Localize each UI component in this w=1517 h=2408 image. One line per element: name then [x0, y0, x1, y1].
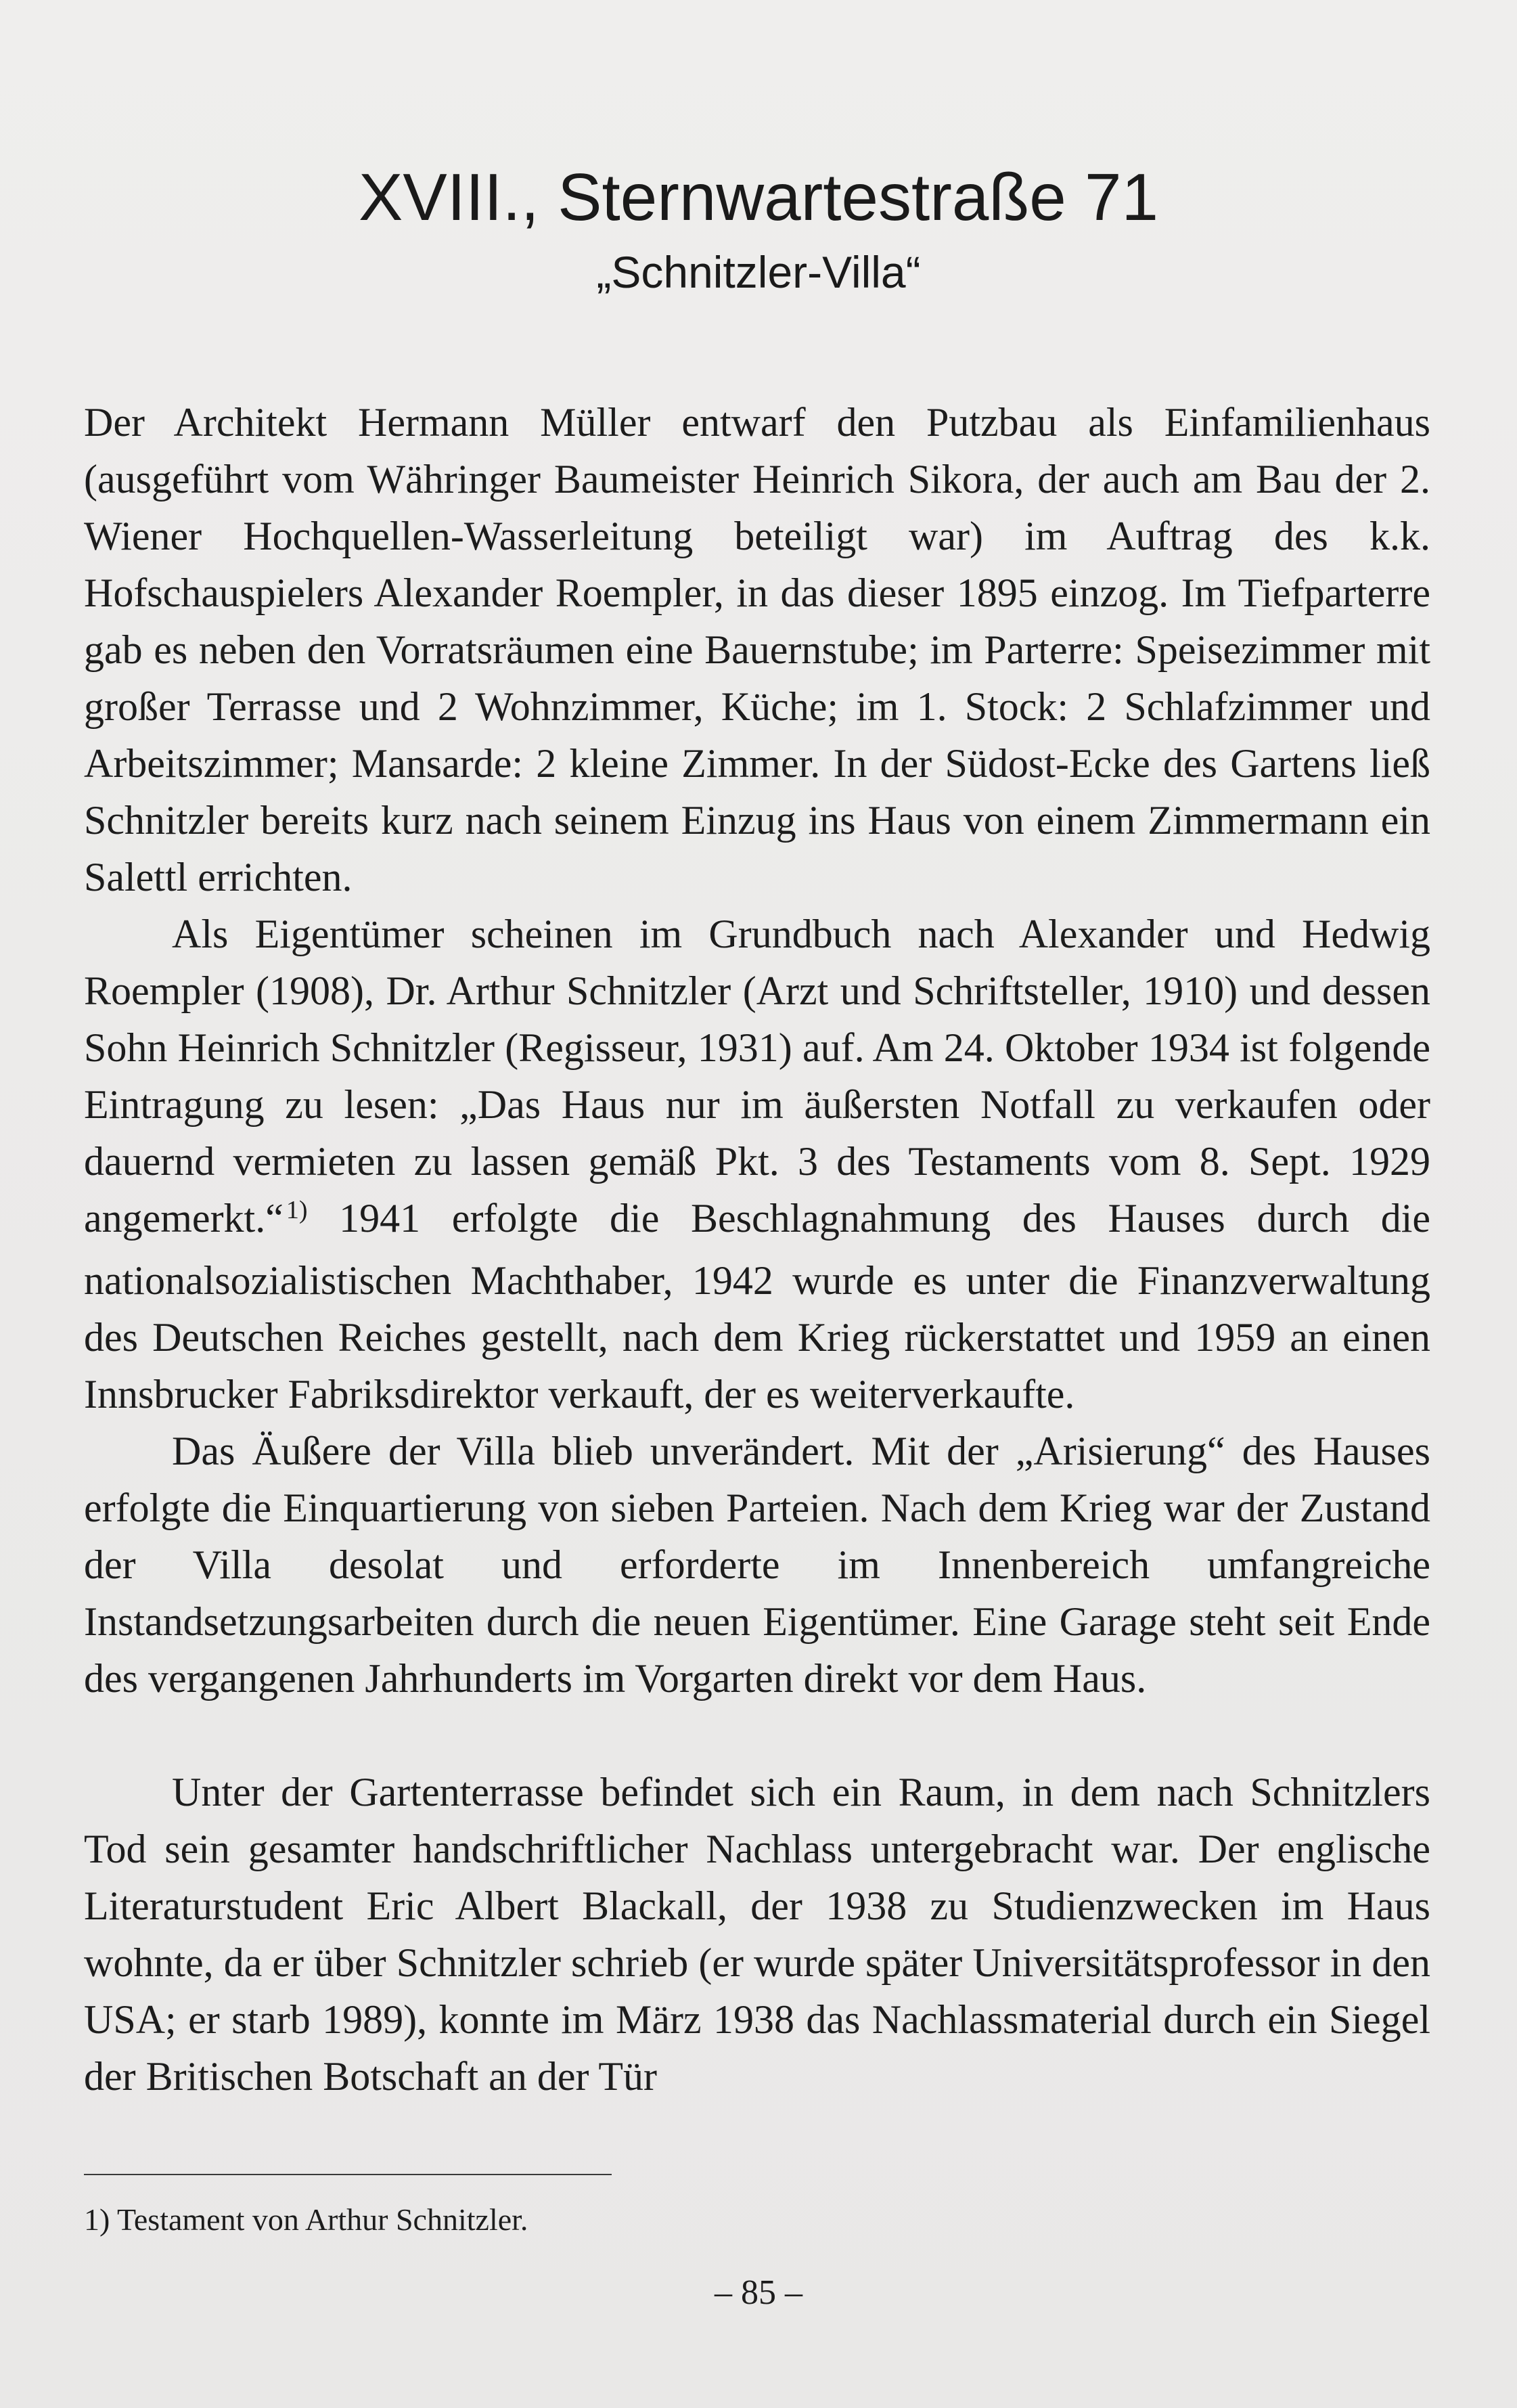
paragraph-1: Der Architekt Hermann Müller entwarf den Putzbau als Einfamilienhaus (ausgeführt vom Währinger Baumeister Heinrich Sikora, der auch am Bau der 2. Wiener Hochquellen-Wasserleitung beteiligt war) im Auftrag des k.k. Hofschauspielers Alexander Roempler, in das dieser 1895 einzog. Im Tiefparterre gab es neben den Vorratsräumen eine Bauernstube; im Parterre: Speisezimmer mit großer Terrasse und 2 Wohnzimmer, Küche; im 1. Stock: 2 Schlafzimmer und Arbeitszimmer; Mansarde: 2 kleine Zimmer. In der Südost-Ecke des Gartens ließ Schnitzler bereits kurz nach seinem Einzug ins Haus von einem Zimmermann ein Salettl errichten.	[84, 400, 1430, 899]
paragraph-2-part-1: Als Eigentümer scheinen im Grundbuch nach Alexander und Hedwig Roempler (1908), Dr. Arthur Schnitzler (Arzt und Schriftsteller, 1910) und dessen Sohn Heinrich Schnitzler (Regisseur, 1931) auf. Am 24. Oktober 1934 ist folgende Eintragung zu lesen: „Das Haus nur im äußersten Notfall zu verkaufen oder dauernd vermieten zu lassen gemäß Pkt. 3 des Testaments vom 8. Sept. 1929 angemerkt.“	[84, 912, 1430, 1241]
paragraph-2	[84, 906, 1430, 1423]
footnote-text: 1) Testament von Arthur Schnitzler.	[84, 2202, 528, 2237]
page-subtitle: „Schnitzler-Villa“	[596, 247, 921, 297]
footnote-divider	[84, 2174, 612, 2175]
page-number: – 85 –	[715, 2273, 802, 2312]
paragraph-3: Das Äußere der Villa blieb unverändert. Mit der „Arisierung“ des Hauses erfolgte die Einquartierung von sieben Parteien. Nach dem Krieg war der Zustand der Villa desolat und erforderte im Innenbereich umfangreiche Instandsetzungsarbeiten durch die neuen Eigentümer. Eine Garage steht seit Ende des vergangenen Jahrhunderts im Vorgarten direkt vor dem Haus.	[84, 1429, 1430, 1701]
paragraph-2-part-2: 1941 erfolgte die Beschlagnahmung des Hauses durch die nationalsozialistischen Machthaber, 1942 wurde es unter die Finanzverwaltung des Deutschen Reiches gestellt, nach dem Krieg rückerstattet und 1959 an einen Innsbrucker Fabriksdirektor verkauft, der es weiterverkaufte.	[84, 1196, 1431, 1417]
footnote-reference[interactable]: 1)	[286, 1196, 308, 1224]
body-text	[84, 394, 1430, 2105]
paragraph-4: Unter der Gartenterrasse befindet sich ein Raum, in dem nach Schnitzlers Tod sein gesamter handschriftlicher Nachlass untergebracht war. Der englische Literaturstudent Eric Albert Blackall, der 1938 zu Studienzwecken im Haus wohnte, da er über Schnitzler schrieb (er wurde später Universitätsprofessor in den USA; er starb 1989), konnte im März 1938 das Nachlassmaterial durch ein Siegel der Britischen Botschaft an der Tür	[84, 1770, 1430, 2099]
footnote	[84, 2200, 528, 2240]
page-title: XVIII., Sternwartestraße 71	[359, 160, 1158, 234]
